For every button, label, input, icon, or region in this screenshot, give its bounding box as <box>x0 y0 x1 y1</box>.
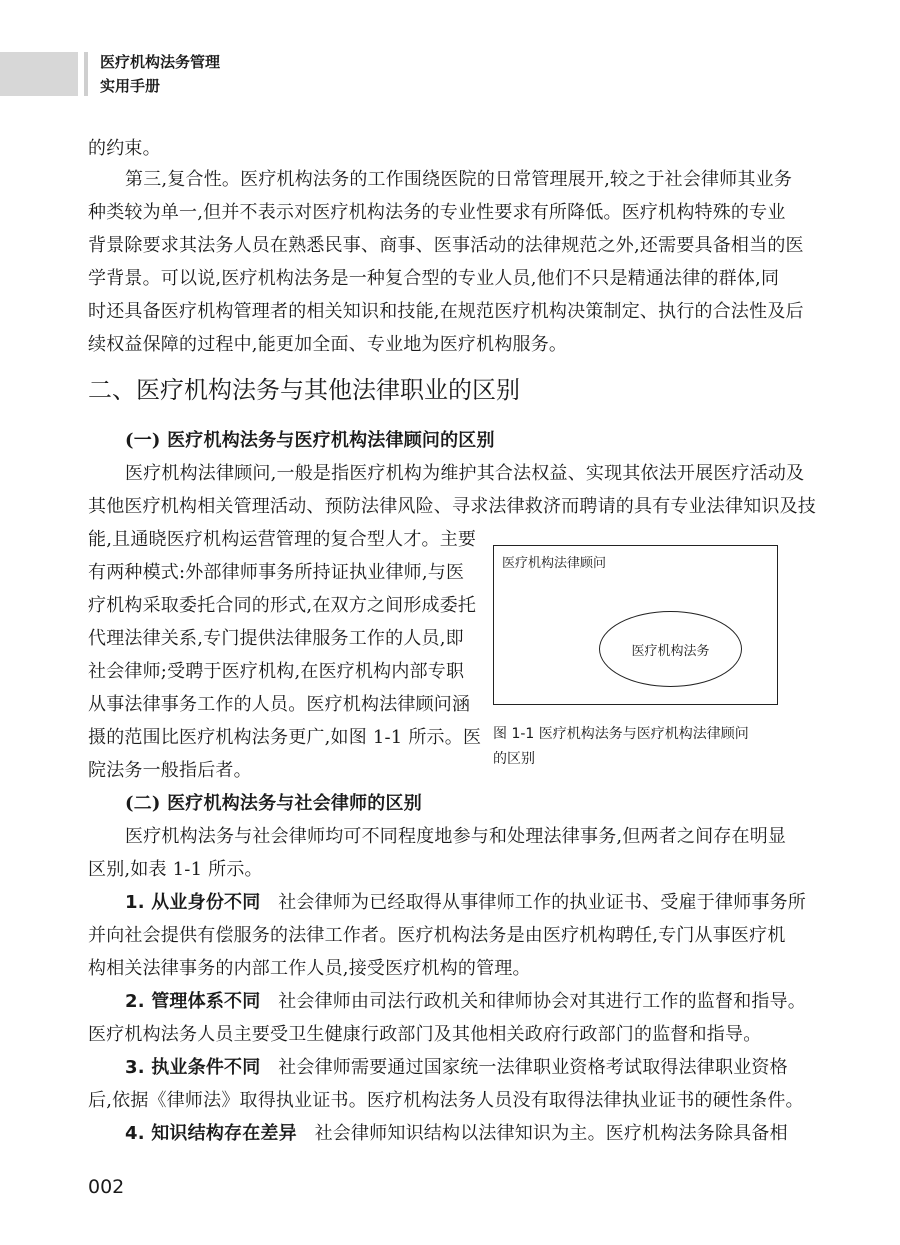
paragraph-line: 后,依据《律师法》取得执业证书。医疗机构法务人员没有取得法律执业证书的硬性条件。 <box>88 1090 804 1111</box>
figure-inner-label: 医疗机构法务 <box>631 643 710 659</box>
paragraph-line: 疗机构采取委托合同的形式,在双方之间形成委托 <box>88 595 477 616</box>
section-heading: 二、医疗机构法务与其他法律职业的区别 <box>88 376 520 404</box>
list-item-text: 社会律师由司法行政机关和律师协会对其进行工作的监督和指导。 <box>278 991 806 1012</box>
subsection-heading: (一) 医疗机构法务与医疗机构法律顾问的区别 <box>125 430 495 451</box>
paragraph-line: 院法务一般指后者。 <box>88 760 252 781</box>
paragraph-line: 时还具备医疗机构管理者的相关知识和技能,在规范医疗机构决策制定、执行的合法性及后 <box>88 301 804 322</box>
paragraph-line: 摄的范围比医疗机构法务更广,如图 1-1 所示。医 <box>88 727 482 748</box>
paragraph-line: 医疗机构法律顾问,一般是指医疗机构为维护其合法权益、实现其依法开展医疗活动及 <box>125 463 805 484</box>
header-subtitle: 实用手册 <box>100 77 161 95</box>
list-item-text: 社会律师知识结构以法律知识为主。医疗机构法务除具备相 <box>314 1123 788 1144</box>
figure-diagram <box>493 545 778 705</box>
running-header <box>100 50 220 98</box>
header-title: 医疗机构法务管理 <box>100 53 221 71</box>
list-item-title: 3. 执业条件不同 <box>125 1057 261 1078</box>
paragraph-line: 续权益保障的过程中,能更加全面、专业地为医疗机构服务。 <box>88 334 568 355</box>
list-item-text: 社会律师为已经取得从事律师工作的执业证书、受雇于律师事务所 <box>278 892 806 913</box>
figure-caption-line: 图 1-1 医疗机构法务与医疗机构法律顾问 <box>493 726 749 742</box>
paragraph-line: 第三,复合性。医疗机构法务的工作围绕医院的日常管理展开,较之于社会律师其业务 <box>125 169 793 190</box>
list-item <box>125 986 806 1017</box>
paragraph-line: 医疗机构法务与社会律师均可不同程度地参与和处理法律事务,但两者之间存在明显 <box>125 826 787 847</box>
list-item <box>125 1052 788 1083</box>
paragraph-line: 构相关法律事务的内部工作人员,接受医疗机构的管理。 <box>88 958 531 979</box>
paragraph-line: 区别,如表 1-1 所示。 <box>88 859 263 880</box>
list-item <box>125 887 806 918</box>
list-item-title: 4. 知识结构存在差异 <box>125 1123 297 1144</box>
paragraph-line: 的约束。 <box>88 138 161 159</box>
paragraph-line: 背景除要求其法务人员在熟悉民事、商事、医事活动的法律规范之外,还需要具备相当的医 <box>88 235 804 256</box>
paragraph-line: 并向社会提供有偿服务的法律工作者。医疗机构法务是由医疗机构聘任,专门从事医疗机 <box>88 925 786 946</box>
figure-caption-line: 的区别 <box>493 751 535 767</box>
paragraph-line: 其他医疗机构相关管理活动、预防法律风险、寻求法律救济而聘请的具有专业法律知识及技 <box>88 496 816 517</box>
figure-caption <box>493 722 793 772</box>
paragraph-line: 学背景。可以说,医疗机构法务是一种复合型的专业人员,他们不只是精通法律的群体,同 <box>88 268 780 289</box>
figure-inner-ellipse <box>599 611 742 687</box>
paragraph-line: 代理法律关系,专门提供法律服务工作的人员,即 <box>88 628 464 649</box>
list-item-title: 2. 管理体系不同 <box>125 991 261 1012</box>
header-tab <box>0 52 78 96</box>
subsection-heading: (二) 医疗机构法务与社会律师的区别 <box>125 793 422 814</box>
paragraph-line: 有两种模式:外部律师事务所持证执业律师,与医 <box>88 562 465 583</box>
list-item-title: 1. 从业身份不同 <box>125 892 261 913</box>
paragraph-line: 种类较为单一,但并不表示对医疗机构法务的专业性要求有所降低。医疗机构特殊的专业 <box>88 202 786 223</box>
paragraph-line: 从事法律事务工作的人员。医疗机构法律顾问涵 <box>88 694 471 715</box>
page-number: 002 <box>88 1176 125 1198</box>
header-divider <box>84 52 88 96</box>
paragraph-line: 能,且通晓医疗机构运营管理的复合型人才。主要 <box>88 529 477 550</box>
paragraph-line: 社会律师;受聘于医疗机构,在医疗机构内部专职 <box>88 661 465 682</box>
paragraph-line: 医疗机构法务人员主要受卫生健康行政部门及其他相关政府行政部门的监督和指导。 <box>88 1024 762 1045</box>
list-item-text: 社会律师需要通过国家统一法律职业资格考试取得法律职业资格 <box>278 1057 788 1078</box>
figure-outer-label: 医疗机构法律顾问 <box>502 556 607 571</box>
list-item <box>125 1118 788 1149</box>
